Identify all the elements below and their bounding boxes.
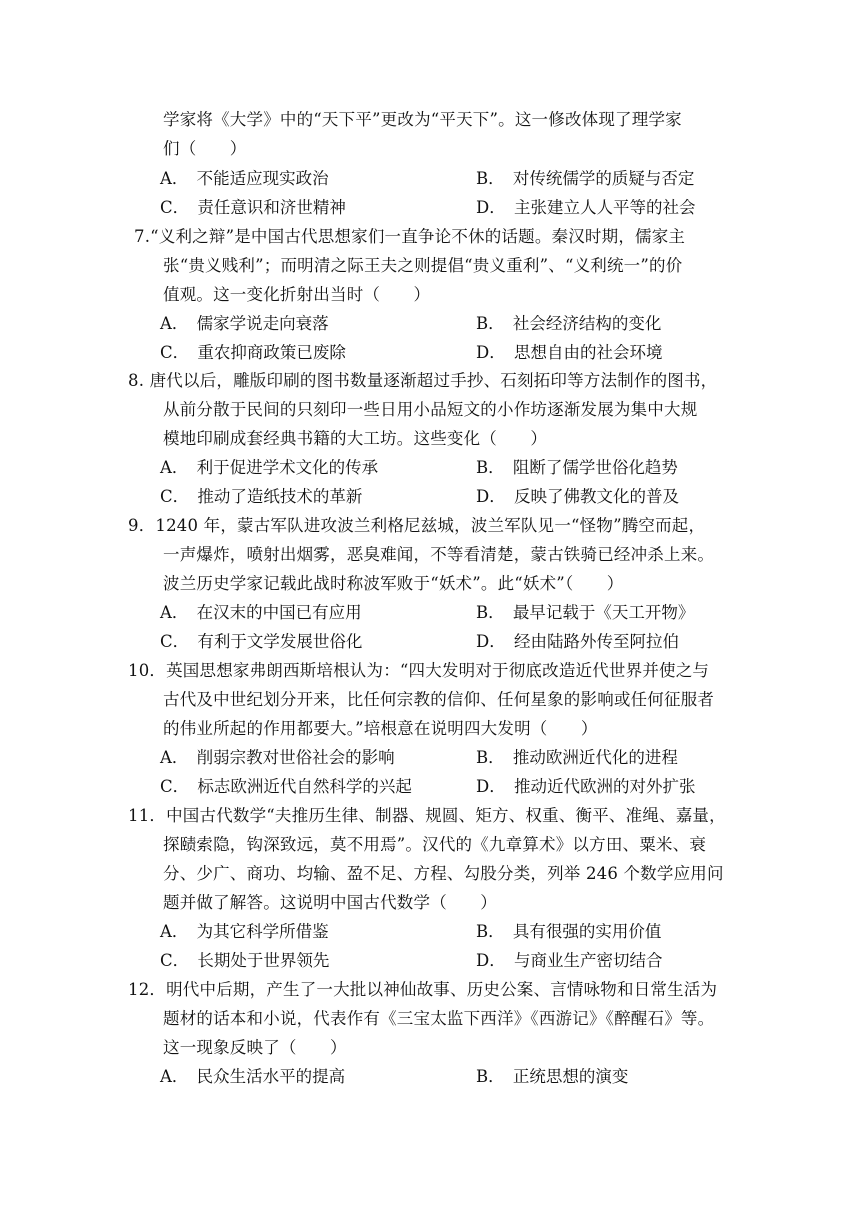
q9-line-1: 9．1240 年，蒙古军队进攻波兰利格尼兹城，波兰军队见一“怪物”腾空而起， — [128, 516, 706, 535]
q10-line-1: 10．英国思想家弗朗西斯培根认为：“四大发明对于彻底改造近代世界并使之与 — [128, 661, 710, 680]
q6-line-2: 们（ ） — [163, 139, 247, 158]
q6-option-d: D． 主张建立人人平等的社会 — [476, 198, 696, 217]
q6-option-a: A． 不能适应现实政治 — [160, 169, 329, 188]
q9-option-c: C． 有利于文学发展世俗化 — [160, 632, 363, 651]
q12-option-a: A． 民众生活水平的提高 — [160, 1067, 346, 1086]
q8-line-1: 8. 唐代以后，雕版印刷的图书数量逐渐超过手抄、石刻拓印等方法制作的图书， — [128, 371, 718, 390]
q11-line-3: 分、少广、商功、均输、盈不足、方程、勾股分类，列举 246 个数学应用问 — [163, 864, 724, 883]
q9-option-a: A． 在汉末的中国已有应用 — [160, 603, 362, 622]
q9-line-2: 一声爆炸，喷射出烟雾，恶臭难闻，不等看清楚，蒙古铁骑已经冲杀上来。 — [163, 545, 715, 564]
q10-option-c: C． 标志欧洲近代自然科学的兴起 — [160, 777, 412, 796]
q7-option-a: A． 儒家学说走向衰落 — [160, 314, 329, 333]
q8-option-c: C． 推动了造纸技术的革新 — [160, 487, 363, 506]
q7-option-b: B． 社会经济结构的变化 — [476, 314, 662, 333]
q11-line-2: 探赜索隐，钩深致远，莫不用焉”。汉代的《九章算术》以方田、粟米、衰 — [163, 835, 707, 854]
q10-option-b: B． 推动欧洲近代化的进程 — [476, 748, 678, 767]
q10-line-2: 古代及中世纪划分开来，比任何宗教的信仰、任何星象的影响或任何征服者 — [163, 690, 715, 709]
q10-option-a: A． 削弱宗教对世俗社会的影响 — [160, 748, 395, 767]
q11-line-1: 11．中国古代数学“夫推历生律、制器、规圆、矩方、权重、衡平、准绳、嘉量， — [128, 806, 726, 825]
q10-line-3: 的伟业所起的作用都要大。”培根意在说明四大发明（ ） — [163, 719, 598, 738]
q11-option-c: C． 长期处于世界领先 — [160, 951, 330, 970]
q10-option-d: D． 推动近代欧洲的对外扩张 — [476, 777, 696, 796]
q8-line-2: 从前分散于民间的只刻印一些日用小品短文的小作坊逐渐发展为集中大规 — [163, 400, 698, 419]
q6-line-1: 学家将《大学》中的“天下平”更改为“平天下”。这一修改体现了理学家 — [163, 110, 682, 129]
q11-option-d: D． 与商业生产密切结合 — [476, 951, 663, 970]
q7-line-3: 值观。这一变化折射出当时（ ） — [163, 285, 431, 304]
q6-option-b: B． 对传统儒学的质疑与否定 — [476, 169, 695, 188]
q6-option-c: C． 责任意识和济世精神 — [160, 198, 346, 217]
q9-line-3: 波兰历史学家记载此战时称波军败于“妖术”。此“妖术”（ ） — [163, 574, 624, 593]
q12-option-b: B． 正统思想的演变 — [476, 1067, 629, 1086]
q7-option-c: C． 重农抑商政策已废除 — [160, 343, 346, 362]
q11-line-4: 题并做了解答。这说明中国古代数学（ ） — [163, 893, 497, 912]
q8-option-d: D． 反映了佛教文化的普及 — [476, 487, 679, 506]
q8-option-b: B． 阻断了儒学世俗化趋势 — [476, 458, 678, 477]
q8-line-3: 模地印刷成套经典书籍的大工坊。这些变化（ ） — [163, 429, 548, 448]
q9-option-b: B． 最早记载于《天工开物》 — [476, 603, 695, 622]
q7-option-d: D． 思想自由的社会环境 — [476, 343, 663, 362]
q7-line-1: 7.“义利之辩”是中国古代思想家们一直争论不休的话题。秦汉时期，儒家主 — [134, 227, 686, 246]
q8-option-a: A． 利于促进学术文化的传承 — [160, 458, 379, 477]
q11-option-a: A． 为其它科学所借鉴 — [160, 922, 329, 941]
q12-line-3: 这一现象反映了（ ） — [163, 1038, 347, 1057]
q11-option-b: B． 具有很强的实用价值 — [476, 922, 662, 941]
q9-option-d: D． 经由陆路外传至阿拉伯 — [476, 632, 679, 651]
q12-line-1: 12．明代中后期，产生了一大批以神仙故事、历史公案、言情咏物和日常生活为 — [128, 980, 718, 999]
q7-line-2: 张“贵义贱利”；而明清之际王夫之则提倡“贵义重利”、“义利统一”的价 — [163, 256, 683, 275]
q12-line-2: 题材的话本和小说，代表作有《三宝太监下西洋》《西游记》《醉醒石》等。 — [163, 1009, 715, 1028]
